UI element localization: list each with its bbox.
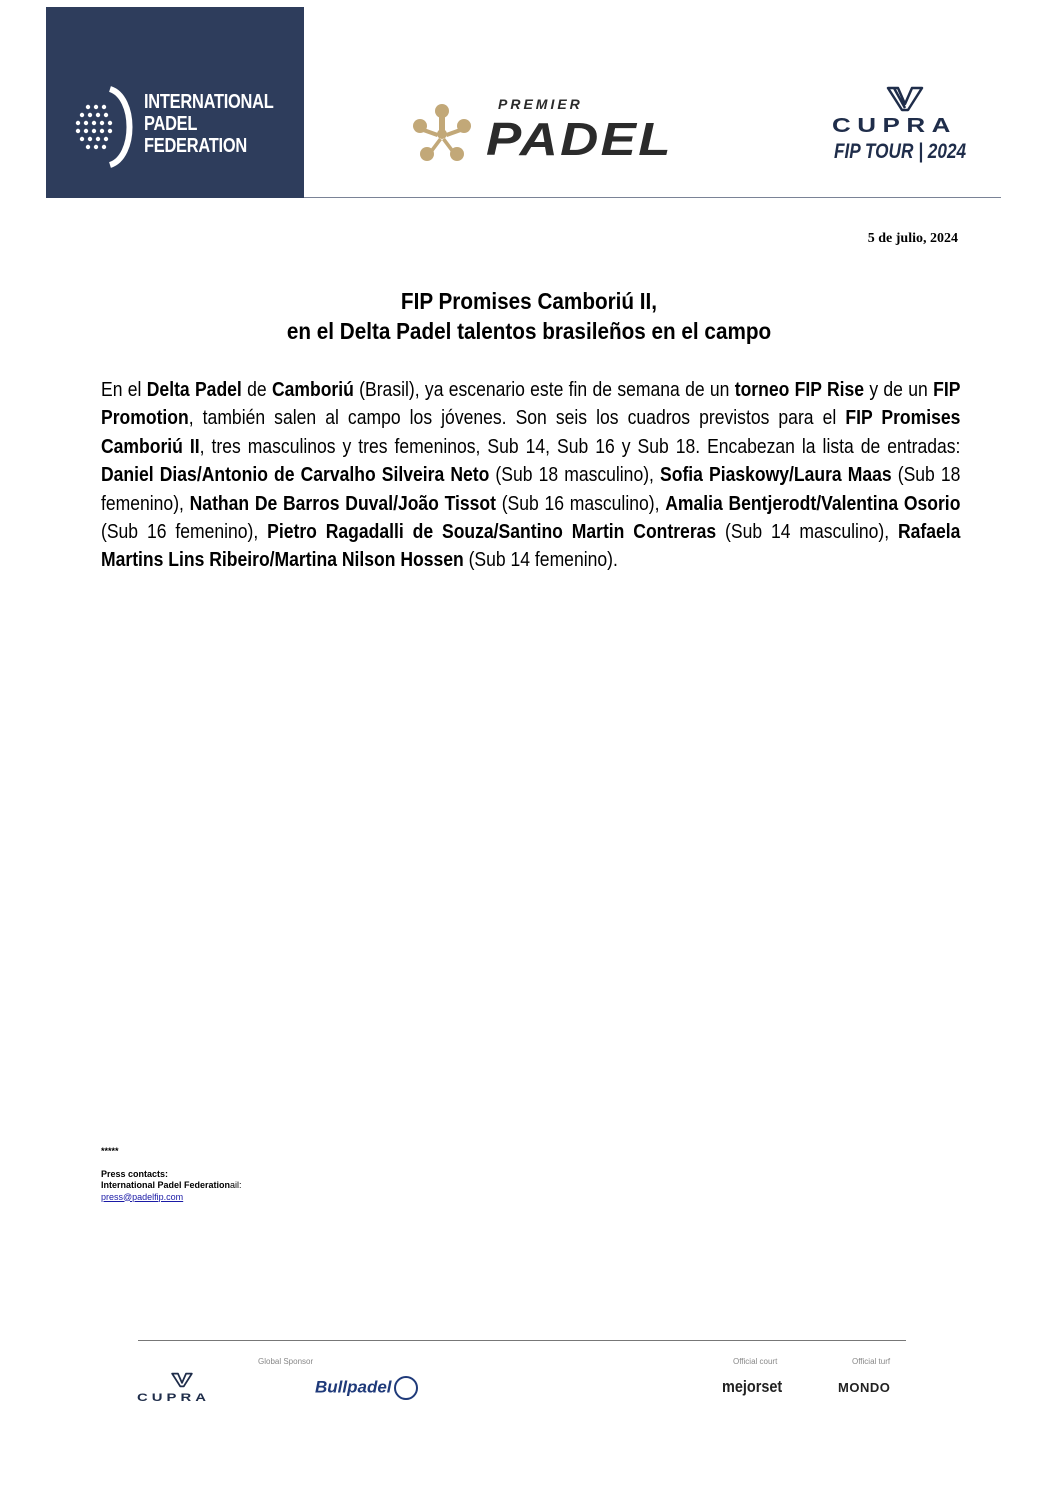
mondo-logo: MONDO — [838, 1380, 891, 1395]
body-text-run: de — [241, 378, 272, 401]
padel-racket-icon — [74, 85, 136, 169]
cupra-emblem-icon — [886, 86, 924, 112]
body-bold-run: Delta Padel — [146, 378, 242, 401]
press-email-link[interactable]: press@padelfip.com — [101, 1191, 184, 1202]
bullpadel-circle-icon — [394, 1376, 418, 1400]
headline-line-2: en el Delta Padel talentos brasileños en el campo — [286, 318, 772, 344]
body-bold-run: FIP Promises Camboriú II — [101, 406, 961, 458]
release-date: 5 de julio, 2024 — [867, 231, 958, 246]
body-bold-run: Nathan De Barros Duval/João Tissot — [189, 491, 496, 515]
body-text-run: (Sub 14 femenino). — [463, 548, 618, 572]
body-text-run: y de un — [864, 378, 934, 401]
official-court-label: Official court — [733, 1357, 778, 1366]
header-divider — [304, 197, 1001, 198]
fip-wordmark — [144, 91, 274, 157]
global-sponsor-label: Global Sponsor — [258, 1357, 314, 1366]
body-bold-run: torneo FIP Rise — [734, 378, 865, 401]
body-bold-run: Daniel Dias/Antonio de Carvalho Silveira Neto — [101, 463, 490, 487]
bullpadel-wordmark: Bullpadel — [315, 1377, 392, 1397]
body-text-run: En el — [101, 378, 147, 401]
body-text-run: (Brasil), ya escenario este fin de semana de un — [353, 378, 735, 401]
body-paragraph — [101, 376, 960, 575]
premier-text: PREMIER — [498, 96, 583, 112]
fip-line-2: PADEL — [144, 113, 198, 135]
cupra-wordmark: CUPRA — [832, 115, 957, 137]
fip-line-3: FEDERATION — [144, 135, 247, 157]
premier-padel-star-icon — [410, 104, 474, 168]
body-text-run: (Sub 14 masculino), — [716, 520, 898, 544]
press-org-suffix: ail: — [230, 1180, 242, 1190]
separator-stars: ***** — [101, 1146, 119, 1156]
press-org: International Padel Federation — [101, 1180, 231, 1190]
body-bold-run: FIP Promotion — [101, 378, 961, 430]
footer-cupra-wordmark: CUPRA — [137, 1392, 211, 1404]
body-bold-run: Camboriú — [271, 378, 354, 401]
body-text-run: (Sub 18 masculino), — [489, 463, 661, 487]
padel-text: PADEL — [486, 113, 673, 165]
fip-tour-2024: FIP TOUR | 2024 — [834, 140, 967, 163]
cupra-emblem-icon — [171, 1372, 193, 1388]
body-text-run: (Sub 16 femenino), — [101, 520, 268, 544]
press-contacts — [101, 1146, 242, 1203]
cupra-fip-tour-logo — [832, 86, 982, 168]
body-text-run: , tres masculinos y tres femeninos, Sub 14, Sub 16 y Sub 18. Encabezan la lista de entradas: — [199, 434, 961, 458]
mejorset-logo: mejorset — [722, 1377, 783, 1396]
body-bold-run: Pietro Ragadalli de Souza/Santino Martin Contreras — [267, 520, 717, 544]
body-bold-run: Rafaela Martins Lins Ribeiro/Martina Nilson Hossen — [101, 520, 961, 572]
body-bold-run: Sofia Piaskowy/Laura Maas — [660, 463, 892, 487]
body-bold-run: Amalia Bentjerodt/Valentina Osorio — [665, 491, 961, 515]
body-text-run: (Sub 16 masculino), — [495, 491, 666, 515]
body-text-run: (Sub 18 femenino), — [101, 463, 961, 515]
headline-line-1: FIP Promises Camboriú II, — [400, 288, 658, 314]
press-org-line — [101, 1180, 242, 1192]
footer-divider — [138, 1340, 906, 1341]
fip-logo — [46, 7, 304, 198]
premier-padel-logo — [410, 96, 700, 168]
press-contacts-label: Press contacts: — [101, 1168, 169, 1179]
official-turf-label: Official turf — [852, 1357, 891, 1366]
footer-cupra-logo — [137, 1372, 229, 1408]
bullpadel-logo — [315, 1376, 418, 1400]
body-text-run: , también salen al campo los jóvenes. Son seis los cuadros previstos para el — [188, 406, 846, 430]
fip-line-1: INTERNATIONAL — [144, 91, 274, 113]
